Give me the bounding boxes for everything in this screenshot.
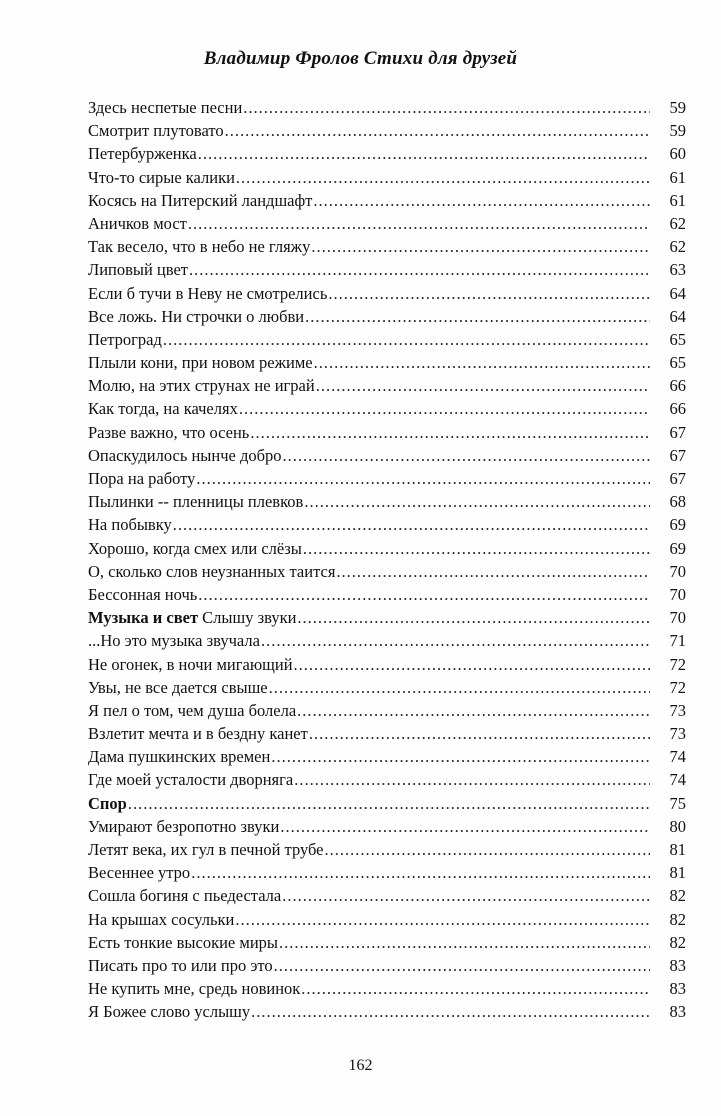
toc-entry-title-text: Хорошо, когда смех или слёзы: [88, 538, 302, 558]
toc-entry: [88, 676, 686, 699]
toc-entry-title: [88, 653, 293, 676]
toc-entry: [88, 699, 686, 722]
dot-leader: [261, 629, 650, 652]
toc-entry: [88, 583, 686, 606]
toc-entry-title: [88, 908, 234, 931]
toc-entry-page: 63: [669, 260, 686, 280]
dot-leader: [128, 792, 650, 815]
dot-leader: [225, 119, 650, 142]
toc-entry-section-name: Музыка и свет: [88, 608, 199, 628]
toc-entry: [88, 977, 686, 1000]
toc-entry: [88, 931, 686, 954]
toc-entry-page: 68: [669, 492, 686, 512]
toc-entry: [88, 954, 686, 977]
toc-entry-page: 60: [669, 144, 686, 164]
dot-leader: [283, 444, 650, 467]
toc-entry-page: 65: [669, 329, 686, 349]
toc-entry: [88, 444, 686, 467]
dot-leader: [198, 142, 650, 165]
toc-entry-page: 66: [669, 376, 686, 396]
toc-entry-page: 62: [669, 213, 686, 233]
toc-entry-title: [88, 977, 300, 1000]
toc-entry-title: [88, 397, 238, 420]
toc-entry-title: [88, 931, 278, 954]
page-number: 162: [348, 1057, 373, 1074]
toc-entry-page: 71: [669, 631, 686, 651]
toc-entry-title-text: Дама пушкинских времен: [88, 747, 271, 767]
toc-entry-title: [88, 815, 279, 838]
dot-leader: [301, 977, 650, 1000]
toc-entry-title-text: Что-то сирые калики: [88, 167, 235, 187]
toc-entry-title-text: Бессонная ночь: [88, 584, 198, 604]
toc-entry-page: 64: [669, 283, 686, 303]
toc-entry-title-text: Липовый цвет: [88, 260, 188, 280]
toc-entry-page: 59: [669, 98, 686, 117]
toc-entry-page: 69: [669, 538, 686, 558]
dot-leader: [188, 212, 650, 235]
toc-entry: [88, 397, 686, 420]
toc-entry-title: [88, 1000, 250, 1023]
toc-entry-title-text: Я Божее слово услышу: [88, 1002, 251, 1022]
toc-entry-title-text: Опаскудилось нынче добро: [88, 445, 282, 465]
toc-entry-title: [88, 212, 187, 235]
toc-entry-page: 81: [669, 840, 686, 859]
toc-entry-section-name: Спор: [88, 793, 127, 813]
toc-entry: [88, 282, 686, 305]
toc-entry: [88, 351, 686, 374]
toc-entry-title-text: ...Но это музыка звучала: [88, 631, 260, 651]
toc-entry-title-text: О, сколько слов неузнанных таится: [88, 561, 336, 581]
toc-entry-title: [88, 838, 324, 861]
toc-entry: [88, 467, 686, 490]
toc-entry-title-text: Есть тонкие высокие миры: [88, 932, 278, 952]
toc-entry: [88, 745, 686, 768]
toc-entry-page: 73: [669, 700, 686, 720]
toc-entry-title: [88, 235, 310, 258]
toc-entry-page: 83: [669, 1002, 686, 1022]
toc-entry-title-text: Не огонек, в ночи мигающий: [88, 654, 293, 674]
toc-entry: [88, 119, 686, 142]
toc-entry-title: [88, 258, 188, 281]
toc-entry: [88, 212, 686, 235]
toc-entry-page: 73: [669, 724, 686, 744]
toc-entry-title: [88, 166, 235, 189]
dot-leader: [311, 235, 650, 258]
toc-entry-title: [88, 629, 260, 652]
toc-entry-title: [88, 119, 224, 142]
toc-entry-page: 75: [669, 793, 686, 813]
toc-entry-page: 62: [669, 237, 686, 257]
toc-entry-page: 65: [669, 353, 686, 373]
toc-entry-title: [88, 560, 335, 583]
running-header: Владимир Фролов Стихи для друзей: [203, 48, 518, 69]
dot-leader: [251, 1000, 650, 1023]
toc-entry-page: 61: [669, 167, 686, 187]
toc-entry-title-text: Разве важно, что осень: [88, 422, 250, 442]
toc-entry: [88, 653, 686, 676]
toc-entry: [88, 537, 686, 560]
toc-entry-page: 80: [669, 816, 686, 836]
toc-entry-page: 72: [669, 654, 686, 674]
toc-entry-title: [88, 328, 162, 351]
toc-entry-title-text: Здесь неспетые песни: [88, 98, 243, 117]
toc-entry: [88, 722, 686, 745]
dot-leader: [189, 258, 650, 281]
toc-entry-page: 81: [669, 863, 686, 883]
toc-entry: [88, 328, 686, 351]
toc-entry: [88, 815, 686, 838]
toc-entry-title: [88, 768, 293, 791]
toc-entry-page: 72: [669, 677, 686, 697]
toc-entry-title-text: Косясь на Питерский ландшафт: [88, 190, 313, 210]
toc-entry-title: [88, 676, 268, 699]
dot-leader: [191, 861, 650, 884]
toc-entry-title: [88, 421, 249, 444]
toc-entry-title: [88, 444, 282, 467]
toc-entry-page: 82: [669, 886, 686, 906]
dot-leader: [239, 397, 650, 420]
toc-entry-title-text: Пылинки -- пленницы плевков: [88, 492, 304, 512]
toc-entry: [88, 513, 686, 536]
toc-entry-title-text: Слышу звуки: [198, 608, 297, 628]
dot-leader: [303, 537, 650, 560]
toc-entry-title: [88, 861, 190, 884]
toc-entry-title: [88, 96, 242, 119]
toc-entry-title: [88, 792, 127, 815]
dot-leader: [196, 467, 650, 490]
toc-entry-title-text: Все ложь. Ни строчки о любви: [88, 306, 305, 326]
dot-leader: [163, 328, 650, 351]
toc-entry: [88, 166, 686, 189]
toc-entry: [88, 142, 686, 165]
dot-leader: [269, 676, 650, 699]
toc-entry-title-text: Смотрит плутовато: [88, 121, 224, 141]
toc-entry-title-text: Молю, на этих струнах не играй: [88, 376, 315, 396]
toc-entry-title-text: Так весело, что в небо не гляжу: [88, 237, 311, 257]
toc-entry-page: 66: [669, 399, 686, 419]
toc-entry-page: 70: [669, 561, 686, 581]
toc-entry: [88, 235, 686, 258]
toc-entry-page: 64: [669, 306, 686, 326]
toc-entry-title: [88, 699, 296, 722]
toc-entry: [88, 838, 686, 861]
dot-leader: [294, 768, 650, 791]
dot-leader: [198, 583, 650, 606]
toc-entry: [88, 606, 686, 629]
toc-entry-title: [88, 513, 172, 536]
dot-leader: [271, 745, 650, 768]
toc-entry: [88, 258, 686, 281]
dot-leader: [314, 351, 650, 374]
toc-entry-title-text: Не купить мне, средь новинок: [88, 979, 301, 999]
toc-entry: [88, 490, 686, 513]
toc-entry-page: 74: [669, 747, 686, 767]
toc-entry-title-text: Аничков мост: [88, 213, 187, 233]
toc-entry-title: [88, 537, 302, 560]
toc-entry-page: 61: [669, 190, 686, 210]
toc-entry-title: [88, 954, 273, 977]
toc-entry-title: [88, 374, 315, 397]
toc-entry-title-text: Петербурженка: [88, 144, 197, 164]
dot-leader: [297, 606, 650, 629]
dot-leader: [280, 815, 650, 838]
toc-entry-title-text: Где моей усталости дворняга: [88, 770, 294, 790]
toc-entry-page: 83: [669, 955, 686, 975]
dot-leader: [304, 490, 650, 513]
dot-leader: [294, 653, 650, 676]
table-of-contents: [88, 96, 686, 1024]
toc-entry: [88, 189, 686, 212]
toc-entry: [88, 861, 686, 884]
toc-entry-title-text: Писать про то или про это: [88, 955, 273, 975]
toc-entry: [88, 560, 686, 583]
toc-entry-title-text: Пора на работу: [88, 469, 196, 488]
toc-entry: [88, 374, 686, 397]
toc-entry-page: 69: [669, 515, 686, 535]
toc-entry-page: 70: [669, 608, 686, 628]
toc-entry-title: [88, 351, 313, 374]
toc-entry-title: [88, 606, 296, 629]
toc-entry: [88, 421, 686, 444]
dot-leader: [305, 305, 650, 328]
toc-entry-title-text: Я пел о том, чем душа болела: [88, 700, 297, 720]
dot-leader: [282, 884, 650, 907]
dot-leader: [297, 699, 650, 722]
toc-entry-title-text: Весеннее утро: [88, 863, 191, 883]
dot-leader: [274, 954, 650, 977]
toc-entry-page: 67: [669, 445, 686, 465]
toc-entry: [88, 305, 686, 328]
toc-entry-page: 67: [669, 469, 686, 488]
toc-entry: [88, 792, 686, 815]
dot-leader: [316, 374, 650, 397]
toc-entry: [88, 629, 686, 652]
dot-leader: [325, 838, 650, 861]
toc-entry-title: [88, 745, 270, 768]
toc-entry-title: [88, 305, 304, 328]
toc-entry-title: [88, 467, 195, 490]
toc-entry-title: [88, 490, 303, 513]
toc-entry: [88, 908, 686, 931]
dot-leader: [336, 560, 650, 583]
dot-leader: [250, 421, 650, 444]
toc-entry-page: 70: [669, 584, 686, 604]
dot-leader: [313, 189, 650, 212]
toc-entry-title-text: Летят века, их гул в печной трубе: [88, 840, 324, 859]
toc-entry-title-text: Взлетит мечта и в бездну канет: [88, 724, 308, 744]
toc-entry-title-text: На крышах сосульки: [88, 909, 235, 929]
toc-entry-title: [88, 884, 281, 907]
toc-entry: [88, 884, 686, 907]
toc-entry-page: 83: [669, 979, 686, 999]
dot-leader: [236, 166, 650, 189]
toc-entry-title-text: Умирают безропотно звуки: [88, 816, 280, 836]
toc-entry-title: [88, 189, 312, 212]
toc-entry-page: 59: [669, 121, 686, 141]
toc-entry: [88, 768, 686, 791]
toc-entry-title: [88, 282, 327, 305]
toc-entry-title-text: Если б тучи в Неву не смотрелись: [88, 283, 328, 303]
dot-leader: [243, 96, 650, 119]
toc-entry-title: [88, 722, 308, 745]
toc-entry-title-text: Сошла богиня с пьедестала: [88, 886, 282, 906]
toc-entry-title: [88, 583, 197, 606]
toc-entry-title-text: Как тогда, на качелях: [88, 399, 238, 419]
toc-entry-page: 82: [669, 932, 686, 952]
dot-leader: [173, 513, 650, 536]
dot-leader: [279, 931, 650, 954]
toc-entry-title-text: Плыли кони, при новом режиме: [88, 353, 313, 373]
toc-entry-title-text: На побывку: [88, 515, 172, 535]
toc-entry-title-text: Увы, не все дается свыше: [88, 677, 268, 697]
toc-entry-page: 67: [669, 422, 686, 442]
toc-entry-title-text: Петроград: [88, 329, 162, 349]
toc-entry: [88, 1000, 686, 1023]
toc-entry-title: [88, 142, 197, 165]
toc-entry-page: 82: [669, 909, 686, 929]
dot-leader: [328, 282, 650, 305]
toc-entry: [88, 96, 686, 119]
toc-entry-page: 74: [669, 770, 686, 790]
dot-leader: [309, 722, 650, 745]
dot-leader: [235, 908, 650, 931]
